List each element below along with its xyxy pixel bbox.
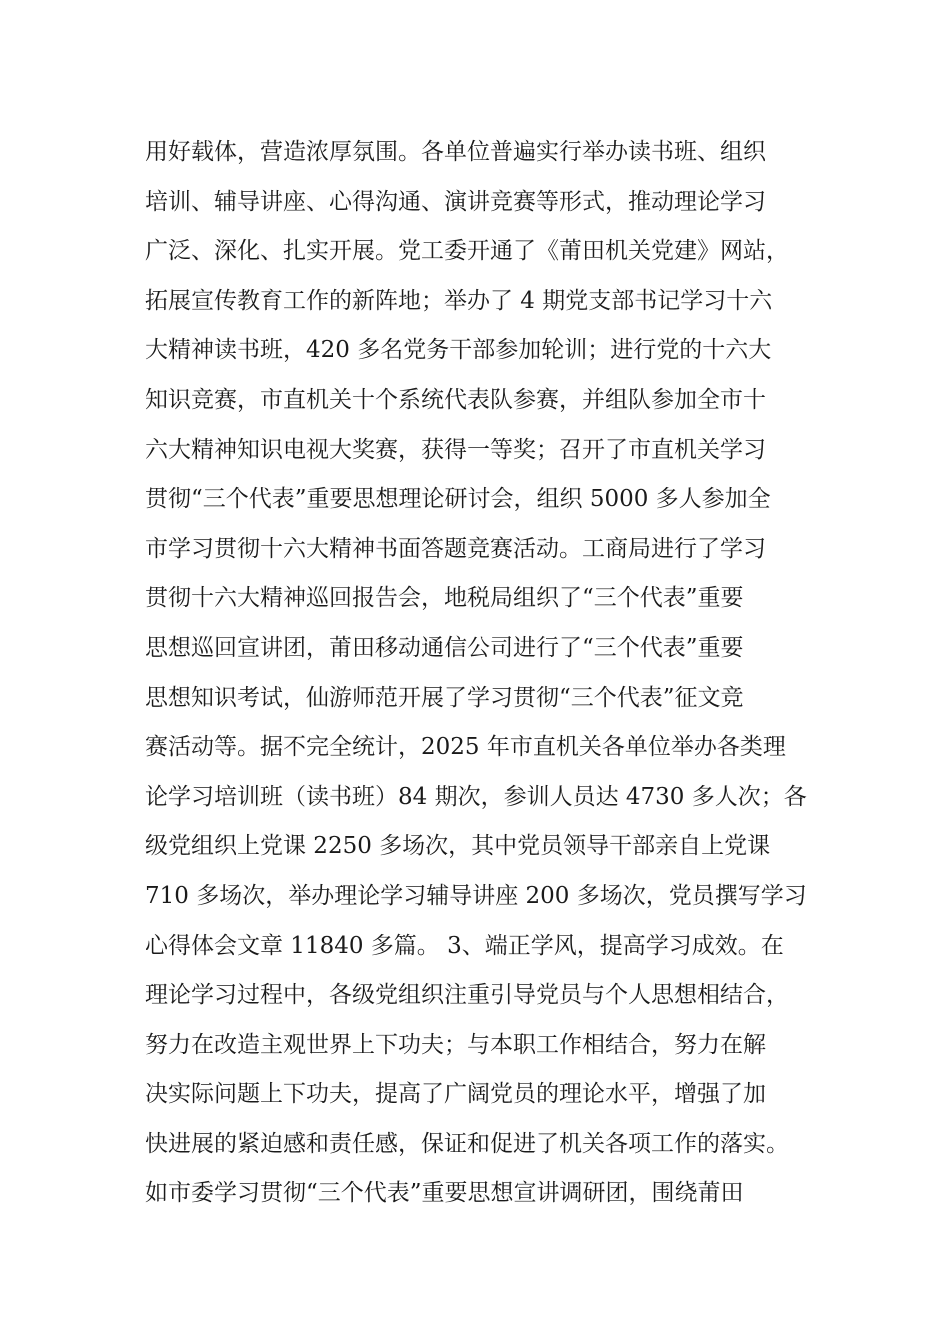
text-line: 快进展的紧迫感和责任感，保证和促进了机关各项工作的落实。	[145, 1130, 789, 1157]
text-line: 论学习培训班（读书班）84 期次，参训人员达 4730 多人次；各	[145, 783, 807, 810]
text-line: 级党组织上党课 2250 多场次，其中党员领导干部亲自上党课	[145, 833, 771, 860]
text-line: 如市委学习贯彻“三个代表”重要思想宣讲调研团，围绕莆田	[145, 1180, 744, 1207]
text-line: 贯彻“三个代表”重要思想理论研讨会，组织 5000 多人参加全	[145, 486, 771, 513]
text-line: 广泛、深化、扎实开展。党工委开通了《莆田机关党建》网站，	[145, 238, 789, 265]
text-line: 拓展宣传教育工作的新阵地；举办了 4 期党支部书记学习十六	[145, 287, 773, 314]
text-line: 知识竞赛，市直机关十个系统代表队参赛，并组队参加全市十	[145, 386, 766, 413]
body-paragraph	[145, 128, 835, 1219]
text-line: 心得体会文章 11840 多篇。 3、端正学风，提高学习成效。在	[145, 932, 784, 959]
text-line: 赛活动等。据不完全统计，2025 年市直机关各单位举办各类理	[145, 734, 786, 761]
text-line: 大精神读书班，420 多名党务干部参加轮训；进行党的十六大	[145, 337, 772, 364]
text-line: 用好载体，营造浓厚氛围。各单位普遍实行举办读书班、组织	[145, 139, 766, 165]
text-line: 培训、辅导讲座、心得沟通、演讲竞赛等形式，推动理论学习	[145, 188, 766, 215]
text-line: 六大精神知识电视大奖赛，获得一等奖；召开了市直机关学习	[145, 436, 766, 463]
text-line: 710 多场次，举办理论学习辅导讲座 200 多场次，党员撰写学习	[145, 882, 807, 909]
text-line: 决实际问题上下功夫，提高了广阔党员的理论水平，增强了加	[145, 1081, 766, 1108]
text-line: 努力在改造主观世界上下功夫；与本职工作相结合，努力在解	[145, 1031, 766, 1058]
text-line: 贯彻十六大精神巡回报告会，地税局组织了“三个代表”重要	[145, 585, 744, 612]
text-line: 市学习贯彻十六大精神书面答题竞赛活动。工商局进行了学习	[145, 535, 766, 562]
text-line: 思想知识考试，仙游师范开展了学习贯彻“三个代表”征文竞	[145, 684, 744, 711]
text-line: 理论学习过程中，各级党组织注重引导党员与个人思想相结合，	[145, 982, 789, 1009]
text-line: 思想巡回宣讲团，莆田移动通信公司进行了“三个代表”重要	[145, 634, 744, 661]
